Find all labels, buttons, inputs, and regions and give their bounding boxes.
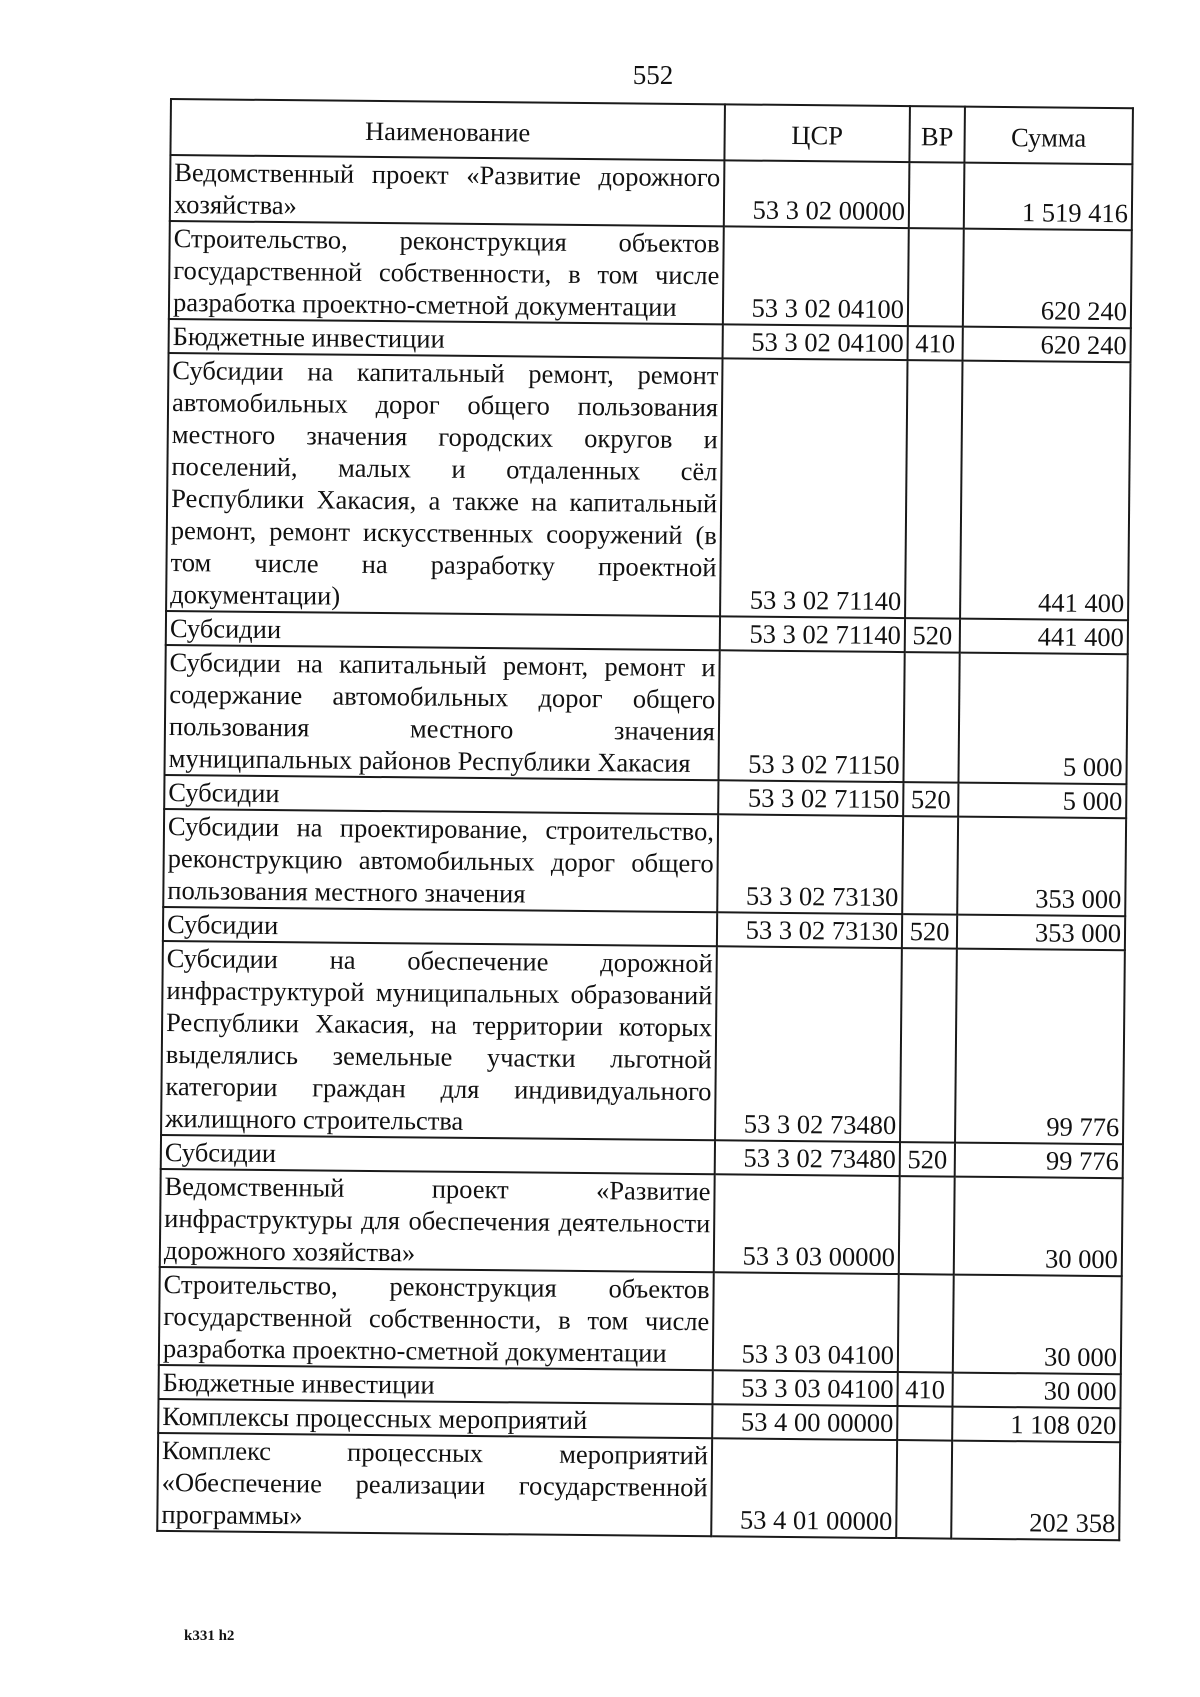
row-csr: 53 3 02 71150	[718, 780, 903, 816]
row-vr	[898, 1274, 954, 1373]
row-name: Субсидии на обеспечение дорожной инфраструктурой муниципальных образований Республики Хакасия, на территории которых выделялись земельные участки льготной категории граждан для индивидуального жилищного строительства	[161, 941, 717, 1140]
row-csr: 53 3 02 73480	[715, 946, 902, 1142]
row-vr: 520	[903, 782, 958, 817]
row-sum: 620 240	[963, 327, 1131, 363]
row-name: Субсидии	[166, 611, 720, 650]
row-vr	[908, 228, 964, 327]
row-csr: 53 3 02 73480	[715, 1140, 900, 1176]
row-vr	[896, 1440, 952, 1539]
footer-code: k331 h2	[184, 1628, 235, 1644]
row-sum: 30 000	[953, 1275, 1122, 1375]
row-sum: 202 358	[951, 1441, 1120, 1541]
row-vr	[903, 652, 959, 783]
row-sum: 1 108 020	[952, 1407, 1120, 1443]
header-name: Наименование	[170, 99, 725, 160]
row-csr: 53 3 03 00000	[714, 1174, 900, 1274]
budget-table	[156, 98, 1134, 1541]
row-csr: 53 3 02 73130	[717, 912, 902, 948]
row-sum: 353 000	[957, 915, 1125, 951]
row-vr	[897, 1406, 952, 1441]
row-sum: 30 000	[954, 1177, 1123, 1277]
table-row	[165, 645, 1128, 784]
row-csr: 53 3 02 71140	[720, 616, 905, 652]
row-vr: 520	[900, 1142, 955, 1177]
row-name: Субсидии	[164, 775, 718, 814]
table-row	[169, 221, 1132, 328]
header-csr: ЦСР	[724, 104, 910, 162]
row-csr: 53 3 02 04100	[723, 226, 909, 326]
row-name: Ведомственный проект «Развитие дорожного хозяйства»	[170, 155, 725, 226]
row-name: Субсидии на капитальный ремонт, ремонт автомобильных дорог общего пользования местного значения городских округов и поселений, малых и отдаленных сёл Республики Хакасия, а также на капитальный ремонт, ремонт искусственных сооружений (в том числе на разработку проектной документации)	[166, 353, 722, 616]
table-header-row	[170, 99, 1132, 164]
row-sum: 5 000	[958, 653, 1127, 785]
row-csr: 53 3 02 73130	[717, 814, 903, 914]
row-vr: 410	[897, 1372, 952, 1407]
row-name: Строительство, реконструкция объектов государственной собственности, в том числе разработка проектно-сметной документации	[159, 1267, 714, 1370]
row-vr	[902, 816, 958, 915]
row-sum: 1 519 416	[964, 163, 1133, 231]
row-csr: 53 3 02 71150	[718, 650, 904, 782]
table-row	[163, 809, 1126, 916]
row-csr: 53 4 01 00000	[711, 1438, 897, 1538]
row-vr	[905, 360, 962, 619]
row-name: Субсидии	[163, 907, 717, 946]
row-vr: 410	[908, 326, 963, 361]
row-name: Субсидии на капитальный ремонт, ремонт и содержание автомобильных дорог общего пользования местного значения муниципальных районов Республики Хакасия	[165, 645, 720, 780]
row-name: Комплекс процессных мероприятий «Обеспечение реализации государственной программы»	[157, 1433, 712, 1536]
row-sum: 441 400	[960, 361, 1130, 621]
row-vr	[909, 162, 965, 229]
row-csr: 53 3 02 04100	[723, 324, 908, 360]
row-name: Ведомственный проект «Развитие инфраструктуры для обеспечения деятельности дорожного хозяйства»	[160, 1169, 715, 1272]
row-name: Субсидии	[161, 1135, 715, 1174]
row-csr: 53 3 02 71140	[720, 358, 907, 618]
row-csr: 53 3 02 00000	[724, 160, 910, 228]
row-vr: 520	[902, 914, 957, 949]
row-sum: 5 000	[958, 783, 1126, 819]
row-vr	[900, 948, 957, 1143]
row-vr: 520	[905, 618, 960, 653]
table-row	[160, 1169, 1123, 1276]
row-vr	[899, 1176, 955, 1275]
header-vr: ВР	[909, 106, 965, 163]
page-number: 552	[632, 60, 674, 90]
row-sum: 30 000	[952, 1373, 1120, 1409]
table-row	[166, 353, 1130, 620]
table-row	[161, 941, 1125, 1144]
table-row	[159, 1267, 1122, 1374]
row-name: Комплексы процессных мероприятий	[158, 1399, 712, 1438]
row-sum: 441 400	[960, 619, 1128, 655]
table-row	[170, 155, 1133, 230]
row-sum: 620 240	[963, 229, 1132, 329]
row-name: Бюджетные инвестиции	[159, 1365, 713, 1404]
row-csr: 53 3 03 04100	[713, 1272, 899, 1372]
table-row	[157, 1433, 1120, 1540]
row-name: Субсидии на проектирование, строительство, реконструкцию автомобильных дорог общего пользования местного значения	[163, 809, 718, 912]
row-csr: 53 3 03 04100	[712, 1370, 897, 1406]
row-sum: 353 000	[957, 817, 1126, 917]
header-sum: Сумма	[964, 107, 1133, 165]
row-name: Строительство, реконструкция объектов государственной собственности, в том числе разработка проектно-сметной документации	[169, 221, 724, 324]
row-csr: 53 4 00 00000	[712, 1404, 897, 1440]
row-name: Бюджетные инвестиции	[169, 319, 723, 358]
row-sum: 99 776	[955, 1143, 1123, 1179]
row-sum: 99 776	[955, 949, 1125, 1145]
